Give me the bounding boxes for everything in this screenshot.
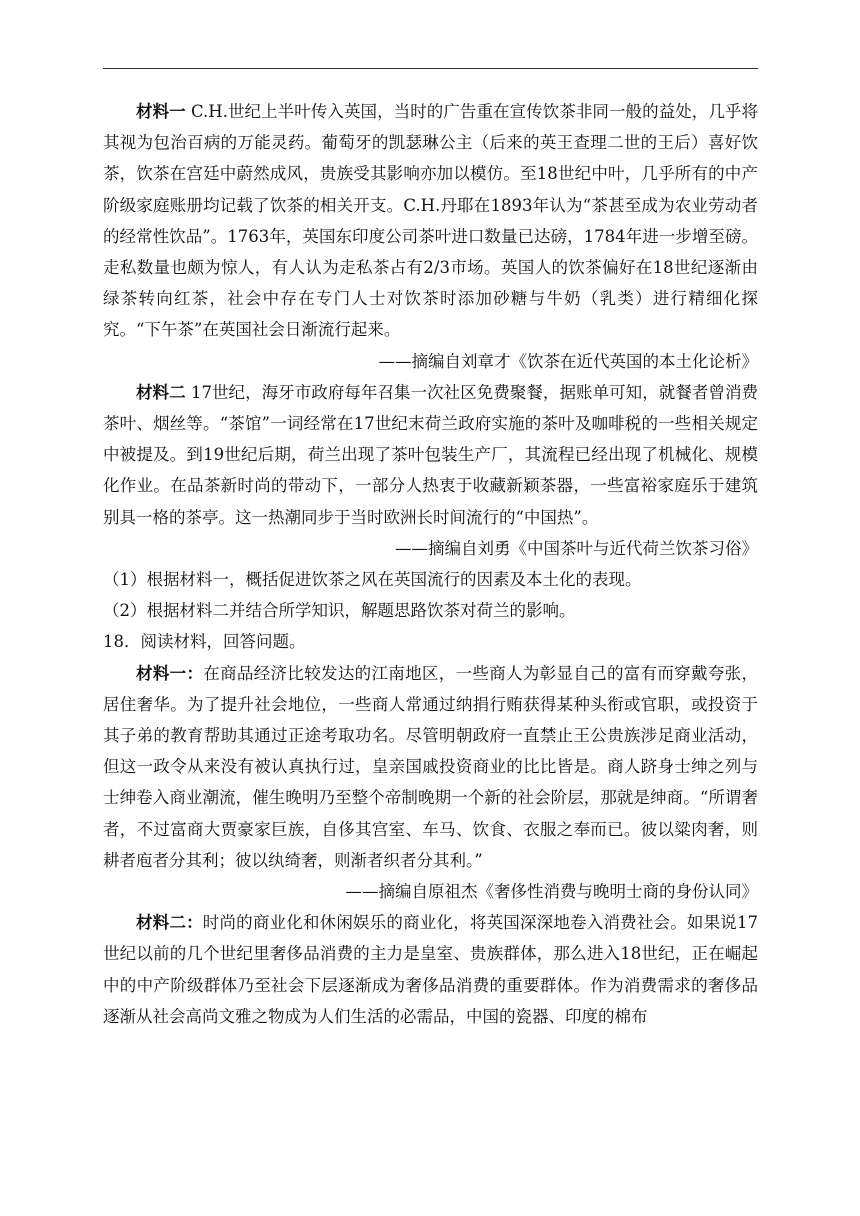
material-2-label: 材料二 — [136, 382, 186, 402]
material-2-text: 17世纪，海牙市政府每年召集一次社区免费聚餐，据账单可知，就餐者曾消费茶叶、烟丝等。“茶馆”一词经常在17世纪末荷兰政府实施的茶叶及咖啡税的一些相关规定中被提及。到19世纪后期，荷兰出现了茶叶包装生产厂，其流程已经出现了机械化、规模化作业。在品茶新时尚的带动下，一部分人热衷于收藏新颖茶器，一些富裕家庭乐于建筑别具一格的茶亭。这一热潮同步于当时欧洲长时间流行的“中国热”。 — [103, 382, 759, 527]
material-1-text: C.H.世纪上半叶传入英国，当时的广告重在宣传饮茶非同一般的益处，几乎将其视为包治百病的万能灵药。葡萄牙的凯瑟琳公主（后来的英王查理二世的王后）喜好饮茶，饮茶在宫廷中蔚然成风，贵族受其影响亦加以模仿。至18世纪中叶，几乎所有的中产阶级家庭账册均记载了饮茶的相关开支。C.H.丹耶在1893年认为“茶甚至成为农业劳动者的经常性饮品”。1763年，英国东印度公司茶叶进口数量已达磅，1784年进一步增至磅。走私数量也颇为惊人，有人认为走私茶占有2/3市场。英国人的饮茶偏好在18世纪逐渐由绿茶转向红茶，社会中存在专门人士对饮茶时添加砂糖与牛奶（乳类）进行精细化探究。“下午茶”在英国社会日渐流行起来。 — [103, 102, 758, 340]
header-rule — [103, 68, 758, 69]
material-3-label: 材料一： — [136, 663, 204, 683]
material-4-paragraph — [103, 907, 758, 1032]
material-3-text: 在商品经济比较发达的江南地区，一些商人为彰显自己的富有而穿戴夸张，居住奢华。为了提升社会地位，一些商人常通过纳捐行贿获得某种头衔或官职，或投资于其子弟的教育帮助其通过正途考取功名。尽管明朝政府一直禁止王公贵族涉足商业活动，但这一政令从来没有被认真执行过，皇亲国戚投资商业的比比皆是。商人跻身士绅之列与士绅卷入商业潮流，催生晚明乃至整个帝制晚期一个新的社会阶层，那就是绅商。“所谓奢者，不过富商大贾豪家巨族，自侈其宫室、车马、饮食、衣服之奉而已。彼以粱肉奢，则耕者庖者分其利；彼以纨绮奢，则渐者织者分其利。” — [103, 663, 759, 870]
question-2: （2）根据材料二并结合所学知识，解题思路饮茶对荷兰的影响。 — [103, 601, 576, 621]
material-3-paragraph — [103, 658, 758, 876]
material-2-paragraph — [103, 377, 758, 533]
question-1: （1）根据材料一，概括促进饮茶之风在英国流行的因素及本土化的表现。 — [103, 570, 642, 590]
material-1-paragraph — [103, 96, 758, 346]
material-3-source: ——摘编自原祖杰《奢侈性消费与晚明士商的身份认同》 — [345, 882, 758, 902]
material-4-text: 时尚的商业化和休闲娱乐的商业化，将英国深深地卷入消费社会。如果说17世纪以前的几个世纪里奢侈品消费的主力是皇室、贵族群体，那么进入18世纪，正在崛起中的中产阶级群体乃至社会下层逐渐成为奢侈品消费的重要群体。作为消费需求的奢侈品逐渐从社会高尚文雅之物成为人们生活的必需品，中国的瓷器、印度的棉布 — [103, 913, 758, 1026]
document-body — [103, 96, 758, 1032]
question-18-heading: 18．阅读材料，回答问题。 — [103, 632, 306, 652]
material-1-label: 材料一 — [136, 102, 186, 121]
material-4-label: 材料二： — [136, 913, 203, 933]
material-1-source: ——摘编自刘章才《饮茶在近代英国的本土化论析》 — [378, 351, 758, 371]
material-2-source: ——摘编自刘勇《中国茶叶与近代荷兰饮茶习俗》 — [395, 538, 758, 558]
